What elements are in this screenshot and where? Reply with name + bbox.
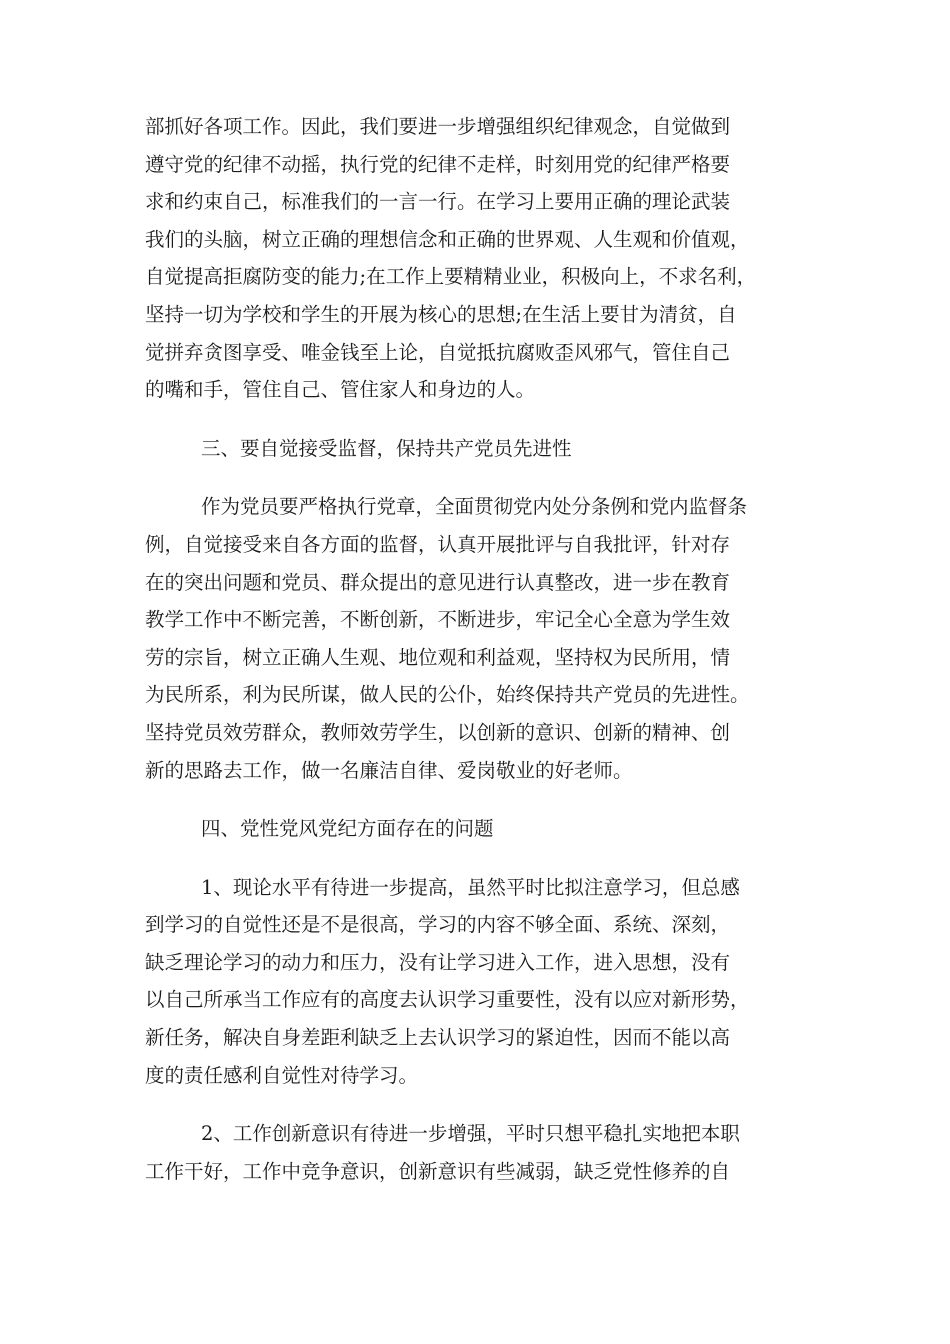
section-heading <box>145 430 830 468</box>
paragraph-body <box>145 108 830 409</box>
paragraph-body <box>145 488 830 789</box>
text-line: 以自己所承当工作应有的高度去认识学习重要性，没有以应对新形势， <box>145 988 750 1012</box>
text-line: 我们的头脑，树立正确的理想信念和正确的世界观、人生观和价值观， <box>145 227 750 251</box>
text-line: 例，自觉接受来自各方面的监督，认真开展批评与自我批评，针对存 <box>145 532 731 556</box>
text-line: 坚持一切为学校和学生的开展为核心的思想;在生活上要甘为清贫，自 <box>145 302 737 326</box>
text-line: 部抓好各项工作。因此，我们要进一步增强组织纪律观念，自觉做到 <box>145 115 731 138</box>
text-line: 在的突出问题和党员、群众提出的意见进行认真整改，进一步在教育 <box>145 570 731 594</box>
paragraph-spacer <box>145 848 830 869</box>
text-line: 觉拼弃贪图享受、唯金钱至上论，自觉抵抗腐败歪风邪气，管住自己 <box>145 340 731 364</box>
paragraph-body <box>145 1115 830 1190</box>
text-line: 缺乏理论学习的动力和压力，没有让学习进入工作，进入思想，没有 <box>145 950 731 974</box>
text-line: 遵守党的纪律不动摇，执行党的纪律不走样，时刻用党的纪律严格要 <box>145 152 731 176</box>
paragraph-spacer <box>145 467 830 488</box>
paragraph-spacer <box>145 789 830 810</box>
text-line: 求和约束自己，标准我们的一言一行。在学习上要用正确的理论武装 <box>145 190 731 214</box>
heading-line: 四、党性党风党纪方面存在的问题 <box>201 817 494 841</box>
text-line: 2、工作创新意识有待进一步增强，平时只想平稳扎实地把本职 <box>201 1122 740 1146</box>
text-line: 新的思路去工作，做一名廉洁自律、爱岗敬业的好老师。 <box>145 758 633 782</box>
paragraph-spacer <box>145 1094 830 1115</box>
text-line: 1、现论水平有待进一步提高，虽然平时比拟注意学习，但总感 <box>201 875 740 899</box>
text-line: 自觉提高拒腐防变的能力;在工作上要精精业业，积极向上，不求名利， <box>145 265 757 289</box>
text-line: 新任务，解决自身差距利缺乏上去认识学习的紧迫性，因而不能以高 <box>145 1026 731 1050</box>
paragraph-spacer <box>145 409 830 430</box>
heading-line: 三、要自觉接受监督，保持共产党员先进性 <box>201 436 572 460</box>
text-line: 度的责任感利自觉性对待学习。 <box>145 1063 419 1087</box>
paragraph-body <box>145 869 830 1095</box>
text-line: 为民所系，利为民所谋，做人民的公仆，始终保持共产党员的先进性。 <box>145 683 750 707</box>
text-line: 工作干好，工作中竞争意识，创新意识有些减弱，缺乏党性修养的自 <box>145 1159 731 1183</box>
text-line: 坚持党员效劳群众，教师效劳学生，以创新的意识、创新的精神、创 <box>145 720 731 744</box>
text-line: 的嘴和手，管住自己、管住家人和身边的人。 <box>145 378 536 402</box>
text-line: 教学工作中不断完善，不断创新，不断进步，牢记全心全意为学生效 <box>145 608 731 632</box>
text-line: 到学习的自觉性还是不是很高，学习的内容不够全面、系统、深刻， <box>145 913 731 937</box>
section-heading <box>145 810 830 848</box>
text-line: 作为党员要严格执行党章，全面贯彻党内处分条例和党内监督条 <box>201 495 748 519</box>
text-line: 劳的宗旨，树立正确人生观、地位观和利益观，坚持权为民所用，情 <box>145 645 731 669</box>
